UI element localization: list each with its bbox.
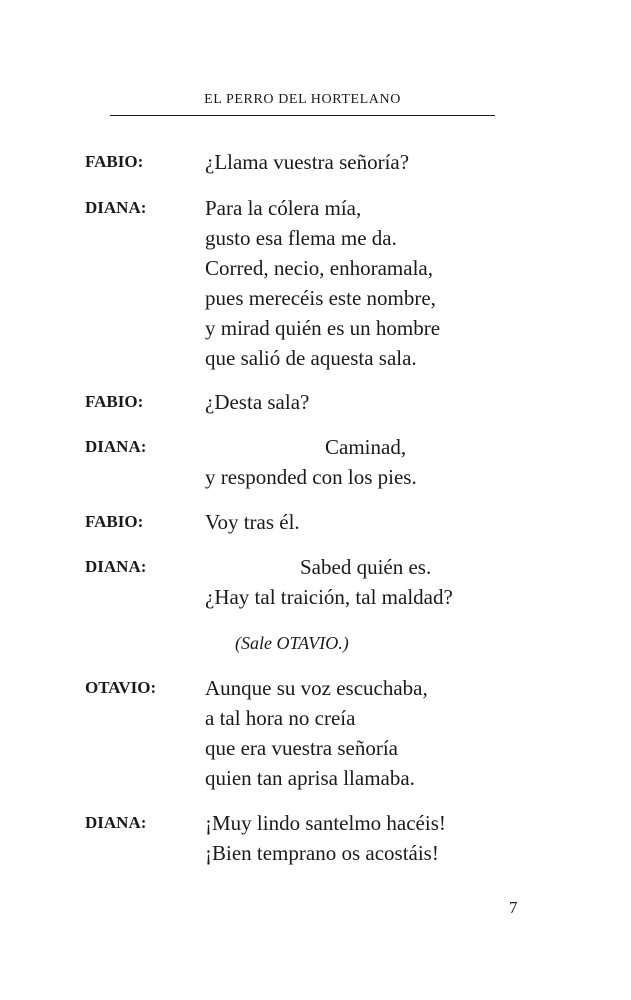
verse-line: Aunque su voz escuchaba, [205, 676, 428, 700]
speaker-label: OTAVIO: [85, 678, 157, 697]
verse-line: y mirad quién es un hombre [205, 316, 441, 340]
verse-line: Voy tras él. [205, 510, 300, 534]
speaker-label: FABIO: [85, 152, 144, 171]
verse-block [205, 808, 446, 868]
verse-line: Caminad, [325, 435, 407, 459]
verse-line: gusto esa flema me da. [205, 226, 397, 250]
speaker-label: DIANA: [85, 437, 147, 456]
speaker-label: FABIO: [85, 392, 144, 411]
verse-line: ¿Llama vuestra señoría? [205, 150, 410, 174]
verse-line: que era vuestra señoría [205, 736, 398, 760]
verse-line: ¡Muy lindo santelmo hacéis! [205, 811, 446, 835]
verse-block [205, 147, 409, 177]
verse-line: que salió de aquesta sala. [205, 346, 417, 370]
stage-direction: (Sale OTAVIO.) [235, 633, 349, 653]
verse-line: ¡Bien temprano os acostáis! [205, 841, 439, 865]
verse-line: quien tan aprisa llamaba. [205, 766, 415, 790]
verse-block [205, 387, 309, 417]
verse-line: y responded con los pies. [205, 465, 417, 489]
page-number: 7 [509, 898, 518, 917]
verse-line: Para la cólera mía, [205, 196, 362, 220]
verse-line: ¿Desta sala? [205, 390, 310, 414]
verse-block [205, 432, 417, 492]
verse-line: a tal hora no creía [205, 706, 356, 730]
verse-block [205, 507, 300, 537]
verse-line: Corred, necio, enhoramala, [205, 256, 433, 280]
header-rule [110, 115, 495, 116]
verse-block [205, 193, 440, 373]
verse-line: pues merecéis este nombre, [205, 286, 436, 310]
speaker-label: DIANA: [85, 198, 147, 217]
speaker-label: DIANA: [85, 557, 147, 576]
speaker-label: DIANA: [85, 813, 147, 832]
verse-block [205, 673, 428, 793]
verse-block [205, 552, 453, 612]
verse-line: Sabed quién es. [300, 555, 432, 579]
verse-line: ¿Hay tal traición, tal maldad? [205, 585, 453, 609]
speaker-label: FABIO: [85, 512, 144, 531]
running-head: EL PERRO DEL HORTELANO [204, 92, 401, 107]
